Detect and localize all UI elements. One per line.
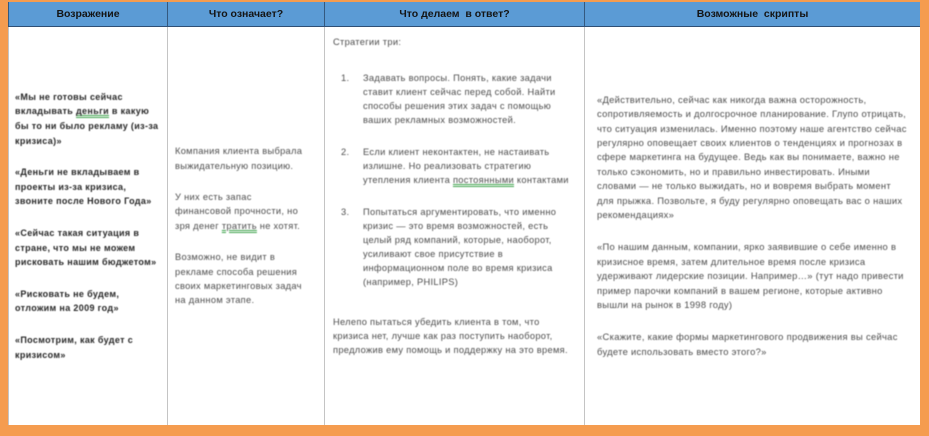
meaning-text: не хотят.: [256, 220, 300, 231]
table-body-row: [8, 27, 920, 425]
objection-list: [15, 90, 159, 362]
meaning-cell: [168, 27, 325, 425]
strategy-note: Нелепо пытаться убедить клиента в том, что кризиса нет, лучше как раз поступить наоборот, предложив ему помощь и поддержку на это время.: [333, 317, 568, 355]
script-item: «Скажите, какие формы маркетингового продвижения вы сейчас будете использовать вместо этого?»: [597, 331, 898, 357]
step-text-part: Если клиент неконтактен, не настаивать излишне. Но реализовать стратегию утепления клиента: [363, 147, 550, 185]
objection-cell: [8, 27, 168, 425]
meaning-marked-word: тратить: [221, 220, 257, 231]
step-text: Попытаться аргументировать, что именно кризис — это время возможностей, есть целый ряд компаний, которые, наоборот, усиливают свое присутствие в информационном поле во время кризиса (например, PHILIPS): [363, 207, 557, 287]
meaning-item: Возможно, не видит в рекламе способа решения своих маркетинговых задач на данном этапе.: [175, 252, 302, 306]
objection-text: «Мы не готовы сейчас вкладывать: [15, 91, 123, 117]
meaning-list: [175, 144, 310, 308]
objections-table: [8, 2, 920, 425]
scripts-list: [597, 93, 910, 360]
meaning-item: [175, 190, 310, 233]
objection-item: [15, 90, 159, 148]
objection-item: «Рисковать не будем, отложим на 2009 год»: [15, 288, 120, 314]
step-number: 1.: [341, 73, 350, 83]
script-item: «Действительно, сейчас как никогда важна осторожность, сопротивляемость и долгосрочное планирование. Глупо отрицать, что ситуация изменилась. Именно поэтому наше агентство сейчас регулярно оповещает своих клиентов о тенденциях и прогнозах в сфере маркетинга на будущее. Ведь как вы понимаете, важно не только сэкономить, но и правильно инвестировать. Иными словами — не только выжидать, но и вовремя выбрать момент для прыжка. Позвольте, я буду регулярно оповещать вас о наших рекомендациях»: [597, 93, 907, 220]
step-text: [363, 145, 572, 187]
table-header-row: [8, 2, 920, 27]
step-marked-word: постоянными: [452, 175, 514, 185]
objection-item: «Посмотрим, как будет с кризисом»: [15, 334, 134, 360]
scripts-cell: [585, 27, 920, 425]
meaning-text: У них есть запас финансовой прочности, но зря денег: [175, 191, 299, 231]
step-number: 2.: [341, 147, 350, 157]
strategy-step: [333, 71, 572, 127]
response-content: [333, 35, 572, 357]
meaning-item: Компания клиента выбрала выжидательную позицию.: [175, 146, 303, 171]
step-text-part: контактами: [514, 175, 569, 185]
strategy-step: [333, 205, 572, 289]
step-text: Задавать вопросы. Понять, какие задачи ставит клиент сейчас перед собой. Найти способы решения этих задач с помощью ваших рекламных возможностей.: [363, 73, 556, 125]
step-number: 3.: [341, 207, 350, 217]
response-cell: [325, 27, 585, 425]
strategy-intro: Стратегии три:: [333, 37, 402, 47]
header-scripts: Возможные скрипты: [696, 8, 809, 20]
header-response: Что делаем в ответ?: [325, 2, 585, 26]
objection-item: «Деньги не вкладываем в проекты из-за кризиса, звоните после Нового Года»: [15, 167, 152, 207]
strategy-step: [333, 145, 572, 187]
script-item: «По нашим данным, компании, ярко заявившие о себе именно в кризисное время, затем длительное время после кризиса удерживают лидерские позиции. Например…» (тут надо привести пример парочки компаний в вашем регионе, которые активно вышли на рынок в 1998 году): [597, 241, 904, 311]
objection-item: «Сейчас такая ситуация в стране, что мы не можем рисковать нашим бюджетом»: [15, 228, 157, 268]
objection-text: в какую бы то ни было рекламу (из-за кризиса)»: [15, 106, 159, 146]
header-objection: Возражение: [8, 2, 168, 26]
objection-marked-word: деньги: [75, 106, 110, 117]
header-meaning: Что означает?: [168, 2, 325, 26]
